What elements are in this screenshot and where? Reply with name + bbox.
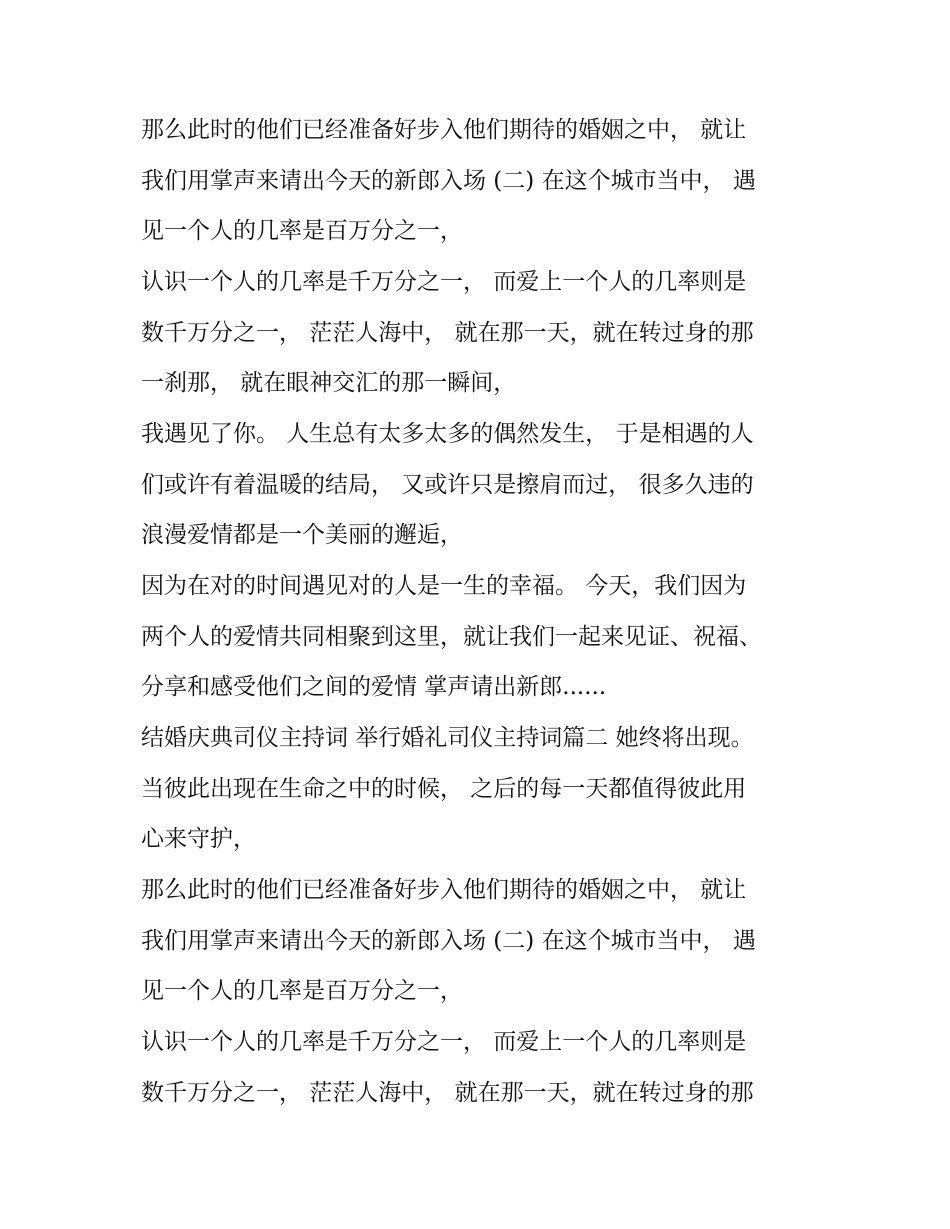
text-line: 我遇见了你。 人生总有太多太多的偶然发生， 于是相遇的人 — [141, 421, 754, 447]
text-line: 一刹那， 就在眼神交汇的那一瞬间， — [141, 370, 517, 396]
text-line: 认识一个人的几率是千万分之一， 而爱上一个人的几率则是 — [141, 269, 747, 295]
text-line: 数千万分之一， 茫茫人海中， 就在那一天，就在转过身的那 — [141, 320, 754, 346]
text-line: 两个人的爱情共同相聚到这里，就让我们一起来见证、祝福、 — [141, 624, 762, 650]
text-line: 我们用掌声来请出今天的新郎入场 (二) 在这个城市当中， 遇 — [141, 168, 756, 194]
text-line: 当彼此出现在生命之中的时候， 之后的每一天都值得彼此用 — [141, 776, 747, 802]
text-line: 结婚庆典司仪主持词 举行婚礼司仪主持词篇二 她终将出现。 — [141, 725, 754, 751]
text-line: 见一个人的几率是百万分之一， — [141, 978, 463, 1004]
text-line: 数千万分之一， 茫茫人海中， 就在那一天，就在转过身的那 — [141, 1080, 754, 1106]
text-line: 浪漫爱情都是一个美丽的邂逅， — [141, 522, 463, 548]
text-line: 我们用掌声来请出今天的新郎入场 (二) 在这个城市当中， 遇 — [141, 928, 756, 954]
text-line: 心来守护， — [141, 826, 256, 852]
text-line: 那么此时的他们已经准备好步入他们期待的婚姻之中， 就让 — [141, 117, 747, 143]
text-line: 分享和感受他们之间的爱情 掌声请出新郎...... — [141, 674, 607, 700]
text-line: 因为在对的时间遇见对的人是一生的幸福。 今天，我们因为 — [141, 573, 747, 599]
text-line: 认识一个人的几率是千万分之一， 而爱上一个人的几率则是 — [141, 1029, 747, 1055]
text-line: 们或许有着温暖的结局， 又或许只是擦肩而过， 很多久违的 — [141, 472, 754, 498]
text-line: 见一个人的几率是百万分之一， — [141, 218, 463, 244]
text-line: 那么此时的他们已经准备好步入他们期待的婚姻之中， 就让 — [141, 877, 747, 903]
